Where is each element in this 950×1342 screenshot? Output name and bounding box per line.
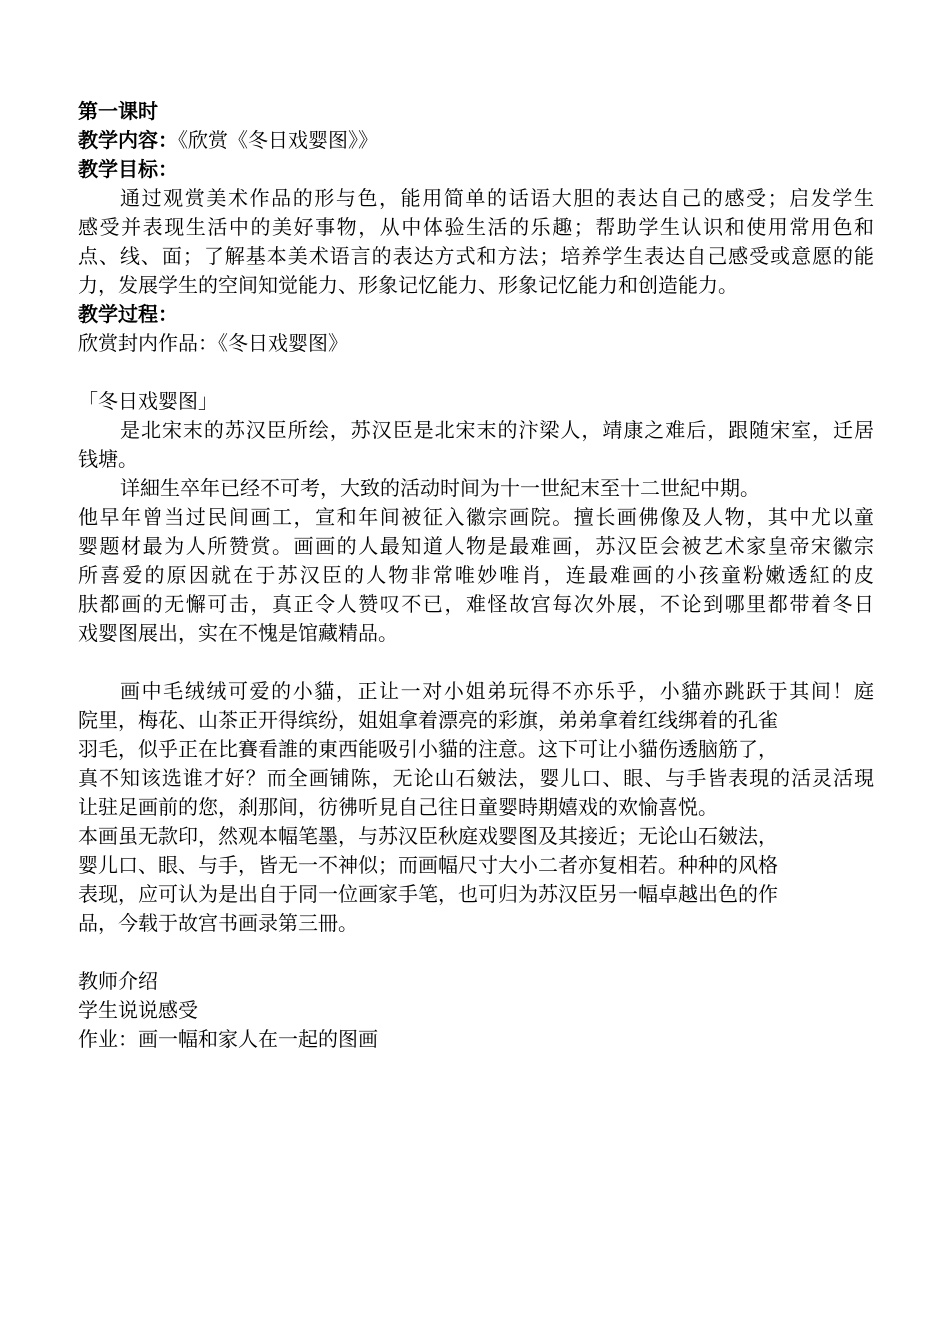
goal-line: 感受并表现生活中的美好事物，从中体验生活的乐趣；帮助学生认识和使用常用色和: [78, 215, 874, 239]
teaching-goal-paragraph: [78, 184, 874, 300]
paragraph-line: 让驻足画前的您，刹那间，彷彿听見自己往日童婴時期嬉戏的欢愉喜悦。: [78, 795, 718, 819]
homework: 作业：画一幅和家人在一起的图画: [78, 1027, 378, 1051]
goal-line: 通过观赏美术作品的形与色，能用简单的话语大胆的表达自己的感受；启发学生: [120, 186, 874, 210]
teaching-process-label: 教学过程：: [78, 302, 178, 326]
teacher-intro: 教师介绍: [78, 969, 158, 993]
painter-biography-paragraph: [78, 474, 874, 648]
paragraph-line: 羽毛，似乎正在比賽看誰的東西能吸引小貓的注意。这下可让小貓伤透脑筋了，: [78, 737, 778, 761]
painting-title: 「冬日戏婴图」: [78, 389, 218, 413]
paragraph-line: 婴题材最为人所赞赏。画画的人最知道人物是最难画，苏汉臣会被艺术家皇帝宋徽宗: [78, 534, 874, 558]
blank-line: [78, 358, 874, 387]
lesson-heading: 第一课时: [78, 99, 158, 123]
painting-description-paragraph: [78, 677, 874, 938]
goal-line: 点、线、面；了解基本美术语言的表达方式和方法；培养学生表达自己感受或意愿的能: [78, 244, 874, 268]
paragraph-line: 详細生卒年已经不可考，大致的活动时间为十一世紀末至十二世紀中期。: [120, 476, 760, 500]
paragraph-line: 院里，梅花、山茶正开得缤纷，姐姐拿着漂亮的彩旗，弟弟拿着红线绑着的孔雀: [78, 708, 778, 732]
paragraph-line: 本画虽无款印，然观本幅笔墨，与苏汉臣秋庭戏婴图及其接近；无论山石皴法，: [78, 824, 778, 848]
blank-line: [78, 938, 874, 967]
teaching-content-value: 《欣赏《冬日戏婴图》》: [178, 128, 378, 152]
process-intro: 欣赏封内作品：《冬日戏婴图》: [78, 331, 348, 355]
goal-line: 力，发展学生的空间知觉能力、形象记忆能力、形象记忆能力和创造能力。: [78, 273, 738, 297]
teaching-content-row: [78, 126, 874, 155]
paragraph-line: 画中毛绒绒可爱的小貓，正让一对小姐弟玩得不亦乐乎，小貓亦跳跃于其间！庭: [120, 679, 874, 703]
paragraph-line: 品，今载于故宫书画录第三冊。: [78, 911, 358, 935]
paragraph-line: 所喜爱的原因就在于苏汉臣的人物非常唯妙唯肖，连最难画的小孩童粉嫩透紅的皮: [78, 563, 874, 587]
teaching-goal-label: 教学目标：: [78, 157, 178, 181]
paragraph-line: 表现，应可认为是出自于同一位画家手笔，也可归为苏汉臣另一幅卓越出色的作: [78, 882, 778, 906]
paragraph-line: 他早年曾当过民间画工，宣和年间被征入徽宗画院。擅长画佛像及人物，其中尤以童: [78, 505, 874, 529]
student-feelings: 学生说说感受: [78, 998, 198, 1022]
paragraph-line: 真不知该选谁才好？而全画铺陈，无论山石皴法，婴儿口、眼、与手皆表現的活灵活現: [78, 766, 874, 790]
paragraph-line: 是北宋末的苏汉臣所绘，苏汉臣是北宋末的汴梁人，靖康之难后，跟随宋室，迁居: [120, 418, 874, 442]
paragraph-line: 婴儿口、眼、与手，皆无一不神似；而画幅尺寸大小二者亦复相若。种种的风格: [78, 853, 778, 877]
teaching-content-label: 教学内容：: [78, 128, 178, 152]
lesson-plan: [78, 97, 874, 1054]
paragraph-line: 钱塘。: [78, 447, 138, 471]
blank-line: [78, 648, 874, 677]
painting-author-paragraph: [78, 416, 874, 474]
paragraph-line: 肤都画的无懈可击，真正令人赞叹不已，难怪故宫每次外展，不论到哪里都带着冬日: [78, 592, 874, 616]
paragraph-line: 戏婴图展出，实在不愧是馆藏精品。: [78, 621, 398, 645]
